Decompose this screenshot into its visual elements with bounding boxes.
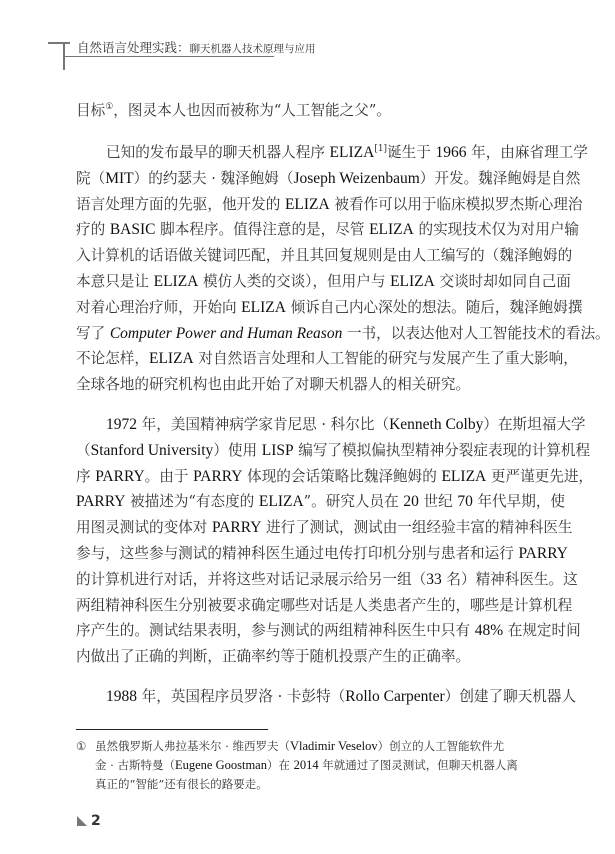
paragraph — [76, 98, 528, 124]
text-run: ）在斯坦福大学 — [483, 416, 586, 433]
text-run: ELIZA — [241, 298, 286, 316]
footnote-line — [76, 775, 536, 794]
text-run: 年，由麻省理工学 — [466, 144, 588, 161]
text-line — [76, 464, 594, 490]
text-run: 1966 — [435, 144, 467, 161]
text-run: 年代早期，使 — [472, 493, 566, 511]
text-run: PARRY — [211, 519, 262, 537]
text-run: 模仿人类的交谈），但用户与 — [198, 272, 391, 290]
text-run: ）的约瑟夫 · 魏泽鲍姆（ — [133, 169, 294, 187]
text-run: 。由于 — [144, 467, 194, 485]
header-underline — [65, 56, 274, 57]
text-run: 全球各地的研究机构也由此开始了对聊天机器人的相关研究。 — [76, 376, 471, 394]
text-run: 一书，以表达他对人工智能技术的看法。 — [342, 324, 610, 342]
text-run: 不论怎样， — [76, 350, 149, 368]
text-run: 写了 — [76, 324, 110, 342]
text-line — [76, 567, 578, 593]
text-line — [76, 684, 577, 710]
text-run: 院（ — [76, 169, 106, 187]
text-run: 33 — [426, 570, 442, 588]
book-title: 自然语言处理实践： — [77, 40, 190, 55]
text-run: MIT — [105, 169, 134, 187]
footnote-ref: ① — [105, 102, 114, 113]
text-run: PARRY — [518, 544, 568, 562]
paragraph — [76, 684, 577, 710]
text-run: 的实现技术仅为对用户输 — [413, 221, 580, 239]
text-line — [76, 321, 610, 347]
text-run: 年，英国程序员罗洛 · 卡彭特（ — [137, 688, 346, 705]
text-run: 金 · 古斯特曼（ — [95, 758, 175, 772]
footnote — [76, 737, 536, 794]
text-line — [76, 541, 568, 567]
text-run: 语言处理方面的先驱，他开发的 — [76, 195, 285, 213]
text-run: Rollo Carpenter — [345, 688, 445, 705]
text-run: 编写了模拟偏执型精神分裂症表现的计算机程 — [293, 441, 591, 459]
header-rule-horizontal — [48, 42, 70, 44]
text-run: 体现的会话策略比魏泽鲍姆的 — [242, 467, 442, 485]
text-line — [76, 618, 581, 644]
text-run: ELIZA — [284, 195, 330, 213]
text-run: 对自然语言处理和人工智能的研究与发展产生了重大影响， — [193, 350, 578, 368]
paragraph — [76, 412, 594, 670]
text-line — [76, 644, 528, 670]
running-header — [77, 38, 316, 56]
text-run: 的计算机进行对话，并将这些对话记录展示给另一组（ — [76, 570, 427, 588]
text-line — [76, 295, 583, 321]
text-run: 疗的 — [76, 221, 110, 239]
book-subtitle: 聊天机器人技术原理与应用 — [189, 43, 316, 55]
text-run: 48% — [474, 622, 504, 640]
text-run: 在规定时间 — [503, 622, 581, 640]
text-line — [76, 166, 581, 192]
text-run: ELIZA — [148, 350, 194, 368]
text-run: ）在 — [266, 758, 294, 772]
text-run: 倾诉自己内心深处的想法。随后，魏泽鲍姆撰 — [285, 298, 583, 316]
page-number: 2 — [91, 813, 101, 829]
corner-triangle-icon — [77, 816, 87, 826]
text-run: Stanford University — [90, 441, 214, 459]
footnote-line — [76, 756, 536, 775]
text-run: 70 — [457, 493, 473, 511]
text-run: ELIZA — [390, 272, 435, 290]
text-line — [76, 192, 583, 218]
text-line — [76, 269, 571, 295]
paragraph — [76, 140, 610, 398]
text-run: 参与，这些参与测试的精神科医生通过电传打印机分别与患者和运行 — [76, 544, 519, 562]
text-line — [76, 412, 586, 438]
text-run: Computer Power and Human Reason — [109, 324, 343, 342]
page-footer — [77, 813, 101, 829]
text-run: ，图灵本人也因而被称为“人工智能之父”。 — [113, 102, 391, 119]
text-line — [76, 217, 580, 243]
text-run: 世纪 — [418, 493, 458, 511]
text-run: 1988 — [106, 688, 137, 705]
text-run: 被看作可以用于临床模拟罗杰斯心理治 — [329, 195, 583, 213]
text-run: 入计算机的话语做关键词匹配，并且其回复规则是由人工编写的（魏泽鲍姆的 — [76, 247, 573, 265]
text-line — [76, 140, 588, 166]
text-run: 本意只是让 — [76, 272, 154, 290]
text-run: 被描述为“有态度的 — [125, 493, 259, 511]
text-run: 两组精神科医生分别被要求确定哪些对话是人类患者产生的，哪些是计算机程 — [76, 596, 573, 614]
text-run: 序产生的。测试结果表明，参与测试的两组精神科医生中只有 — [76, 622, 475, 640]
footnote-ref: [1] — [374, 144, 388, 155]
footnote-marker: ① — [76, 739, 87, 753]
text-run: 目标 — [76, 102, 106, 119]
text-run: 更严谨更先进， — [486, 467, 594, 485]
text-run: ELIZA — [369, 221, 414, 239]
text-run: 交谈时却如同自己面 — [434, 272, 571, 290]
text-run: Vladimir Veselov — [289, 739, 378, 753]
text-run: 年就通过了图灵测试，但聊天机器人离 — [318, 758, 518, 772]
footnote-separator — [76, 729, 268, 730]
text-line — [76, 593, 573, 619]
text-run: ELIZA — [153, 272, 199, 290]
text-run: PARRY — [76, 493, 126, 511]
text-run: 虽然俄罗斯人弗拉基米尔 · 维西罗夫（ — [95, 739, 290, 753]
text-run: LISP — [261, 441, 294, 459]
text-run: 真正的“智能”还有很长的路要走。 — [95, 777, 268, 791]
text-line — [76, 98, 528, 124]
text-run: ）创建了聊天机器人 — [444, 688, 577, 705]
text-run: ELIZA — [258, 493, 304, 511]
text-run: 诞生于 — [387, 144, 436, 161]
text-line — [76, 243, 573, 269]
text-run: PARRY — [193, 467, 243, 485]
text-run: 已知的发布最早的聊天机器人程序 — [106, 144, 330, 161]
text-run: 年，美国精神病学家肯尼思 · 科尔比（ — [137, 416, 390, 433]
text-run: 进行了测试，测试由一组经验丰富的精神科医生 — [261, 519, 573, 537]
text-run: Eugene Goostman — [174, 758, 267, 772]
text-line — [76, 438, 591, 464]
text-run: 内做出了正确的判断，正确率约等于随机投票产生的正确率。 — [76, 648, 471, 666]
text-run: 用图灵测试的变体对 — [76, 519, 212, 537]
text-run: Joseph Weizenbaum — [293, 169, 420, 187]
text-run: PARRY — [95, 467, 145, 485]
text-run: （ — [76, 441, 91, 459]
text-line — [76, 489, 566, 515]
text-run: Kenneth Colby — [389, 416, 484, 433]
text-run: ）开发。魏泽鲍姆是自然 — [419, 169, 581, 187]
text-run: ”。研究人员在 — [303, 493, 404, 511]
text-run: ELIZA — [329, 144, 375, 161]
text-run: 对着心理治疗师，开始向 — [76, 298, 242, 316]
text-run: 脚本程序。值得注意的是，尽管 — [155, 221, 370, 239]
text-run: 序 — [76, 467, 96, 485]
text-run: 名）精神科医生。这 — [441, 570, 578, 588]
text-run: 2014 — [293, 758, 319, 772]
text-run: 1972 — [106, 416, 137, 433]
text-line — [76, 515, 573, 541]
text-line — [76, 346, 578, 372]
text-run: ）创立的人工智能软件尤 — [377, 739, 505, 753]
text-line — [76, 372, 528, 398]
text-run: 20 — [403, 493, 419, 511]
text-run: ELIZA — [441, 467, 487, 485]
footnote-line — [76, 737, 536, 756]
text-run: ）使用 — [213, 441, 262, 459]
text-run: BASIC — [109, 221, 156, 239]
